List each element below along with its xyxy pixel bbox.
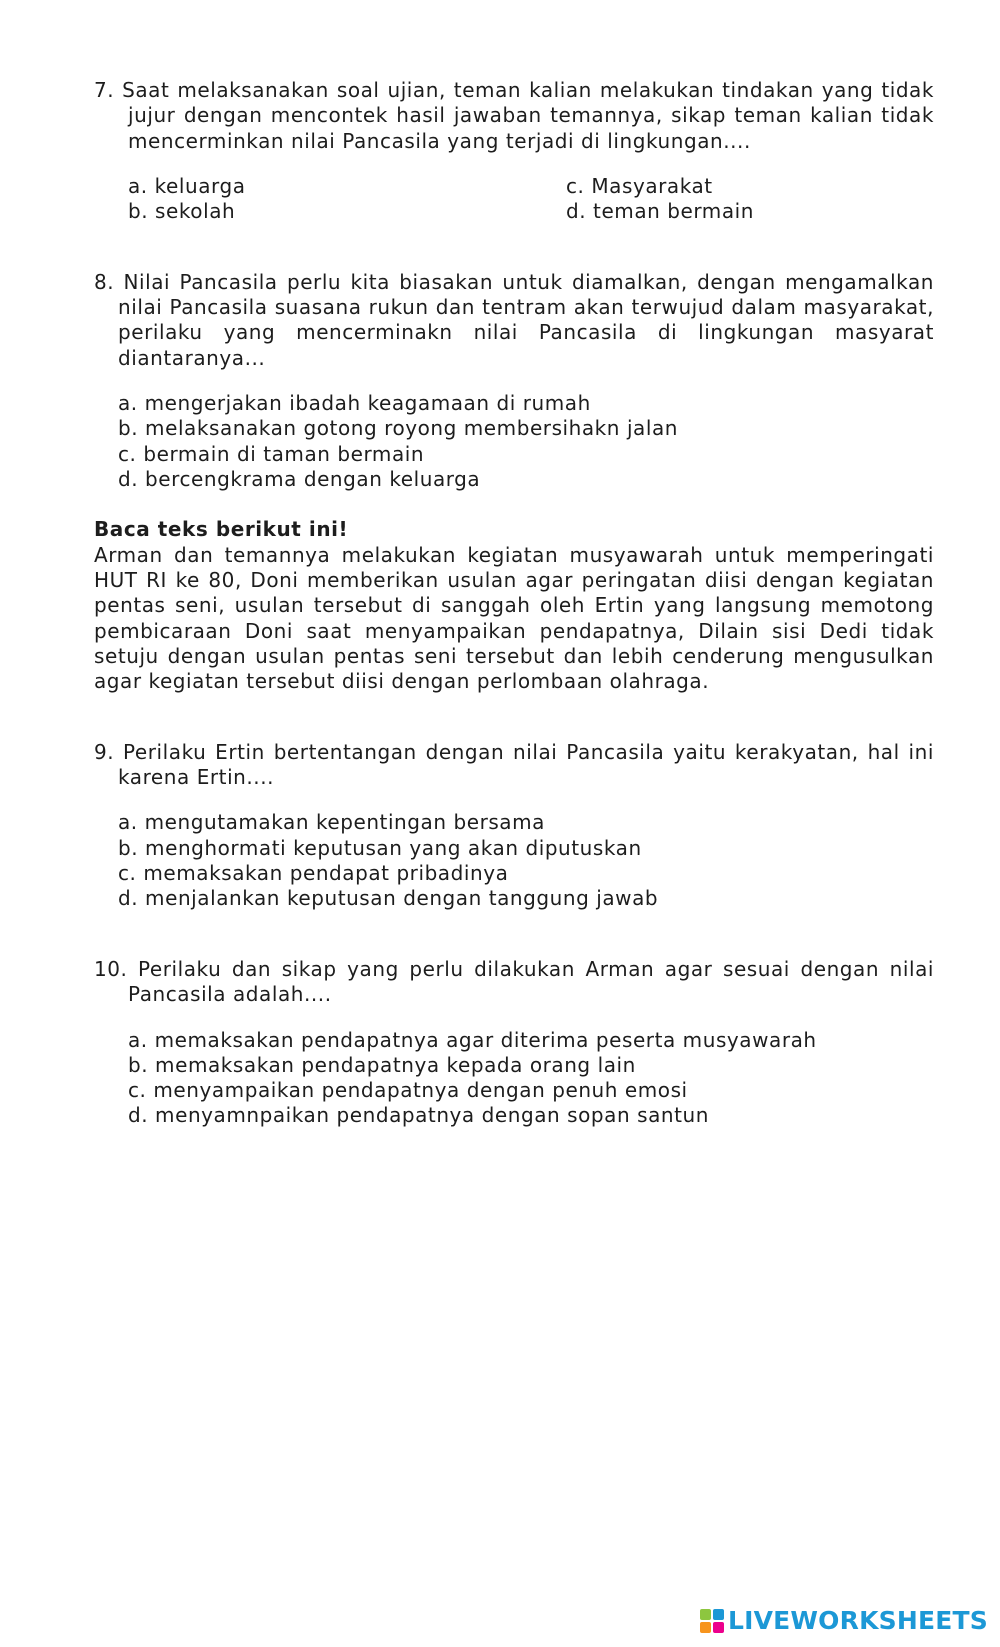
question-7-option-d: d. teman bermain [566, 199, 754, 224]
question-8-option-a: a. mengerjakan ibadah keagamaan di rumah [118, 390, 591, 415]
question-7-option-c: c. Masyarakat [566, 173, 713, 198]
question-8-options [94, 391, 934, 492]
question-7 [94, 78, 934, 224]
liveworksheets-logo-icon [700, 1609, 724, 1633]
reading-passage [94, 517, 934, 694]
question-8-option-b: b. melaksanakan gotong royong membersihakn jalan [118, 416, 678, 441]
question-9-option-c: c. memaksakan pendapat pribadinya [118, 861, 509, 886]
question-7-option-a: a. keluarga [128, 173, 246, 198]
question-8-text: 8. Nilai Pancasila perlu kita biasakan untuk diamalkan, dengan mengamalkan nilai Pancasila suasana rukun dan tentram akan terwujud dalam masyarakat, perilaku yang mencerminakn nilai Pancasila di lingkungan masyarat diantaranya... [94, 269, 934, 370]
question-9 [94, 740, 934, 912]
question-10-option-d: d. menyamnpaikan pendapatnya dengan sopan santun [128, 1103, 709, 1128]
question-10-options [94, 1028, 934, 1129]
liveworksheets-wordmark: LIVEWORKSHEETS [727, 1606, 988, 1635]
question-9-text: 9. Perilaku Ertin bertentangan dengan nilai Pancasila yaitu kerakyatan, hal ini karena Ertin.... [94, 739, 934, 790]
question-10-option-c: c. menyampaikan pendapatnya dengan penuh emosi [128, 1078, 688, 1103]
question-10-option-b: b. memaksakan pendapatnya kepada orang lain [128, 1052, 636, 1077]
question-9-option-b: b. menghormati keputusan yang akan diputuskan [118, 835, 642, 860]
question-9-option-a: a. mengutamakan kepentingan bersama [118, 810, 545, 835]
reading-title: Baca teks berikut ini! [94, 517, 349, 542]
question-9-options [94, 810, 934, 911]
worksheet-page [94, 58, 934, 1129]
question-9-option-d: d. menjalankan keputusan dengan tanggung jawab [118, 886, 659, 911]
question-7-options [94, 174, 934, 225]
question-8-option-d: d. bercengkrama dengan keluarga [118, 466, 481, 491]
question-10-option-a: a. memaksakan pendapatnya agar diterima peserta musyawarah [128, 1027, 817, 1052]
question-10 [94, 957, 934, 1129]
reading-text: Arman dan temannya melakukan kegiatan musyawarah untuk memperingati HUT RI ke 80, Doni memberikan usulan agar peringatan diisi dengan kegiatan pentas seni, usulan tersebut di sanggah oleh Ertin yang langsung memotong pembicaraan Doni saat menyampaikan pendapatnya, Dilain sisi Dedi tidak setuju dengan usulan pentas seni tersebut dan lebih cenderung mengusulkan agar kegiatan tersebut diisi dengan perlombaan olahraga. [94, 542, 934, 694]
question-8-option-c: c. bermain di taman bermain [118, 441, 425, 466]
question-7-option-b: b. sekolah [128, 199, 236, 224]
question-7-text: 7. Saat melaksanakan soal ujian, teman kalian melakukan tindakan yang tidak jujur dengan mencontek hasil jawaban temannya, sikap teman kalian tidak mencerminkan nilai Pancasila yang terjadi di lingkungan.... [94, 78, 934, 153]
liveworksheets-branding[interactable] [700, 1606, 988, 1635]
question-10-text: 10. Perilaku dan sikap yang perlu dilakukan Arman agar sesuai dengan nilai Pancasila adalah.... [94, 956, 934, 1007]
question-8 [94, 270, 934, 492]
